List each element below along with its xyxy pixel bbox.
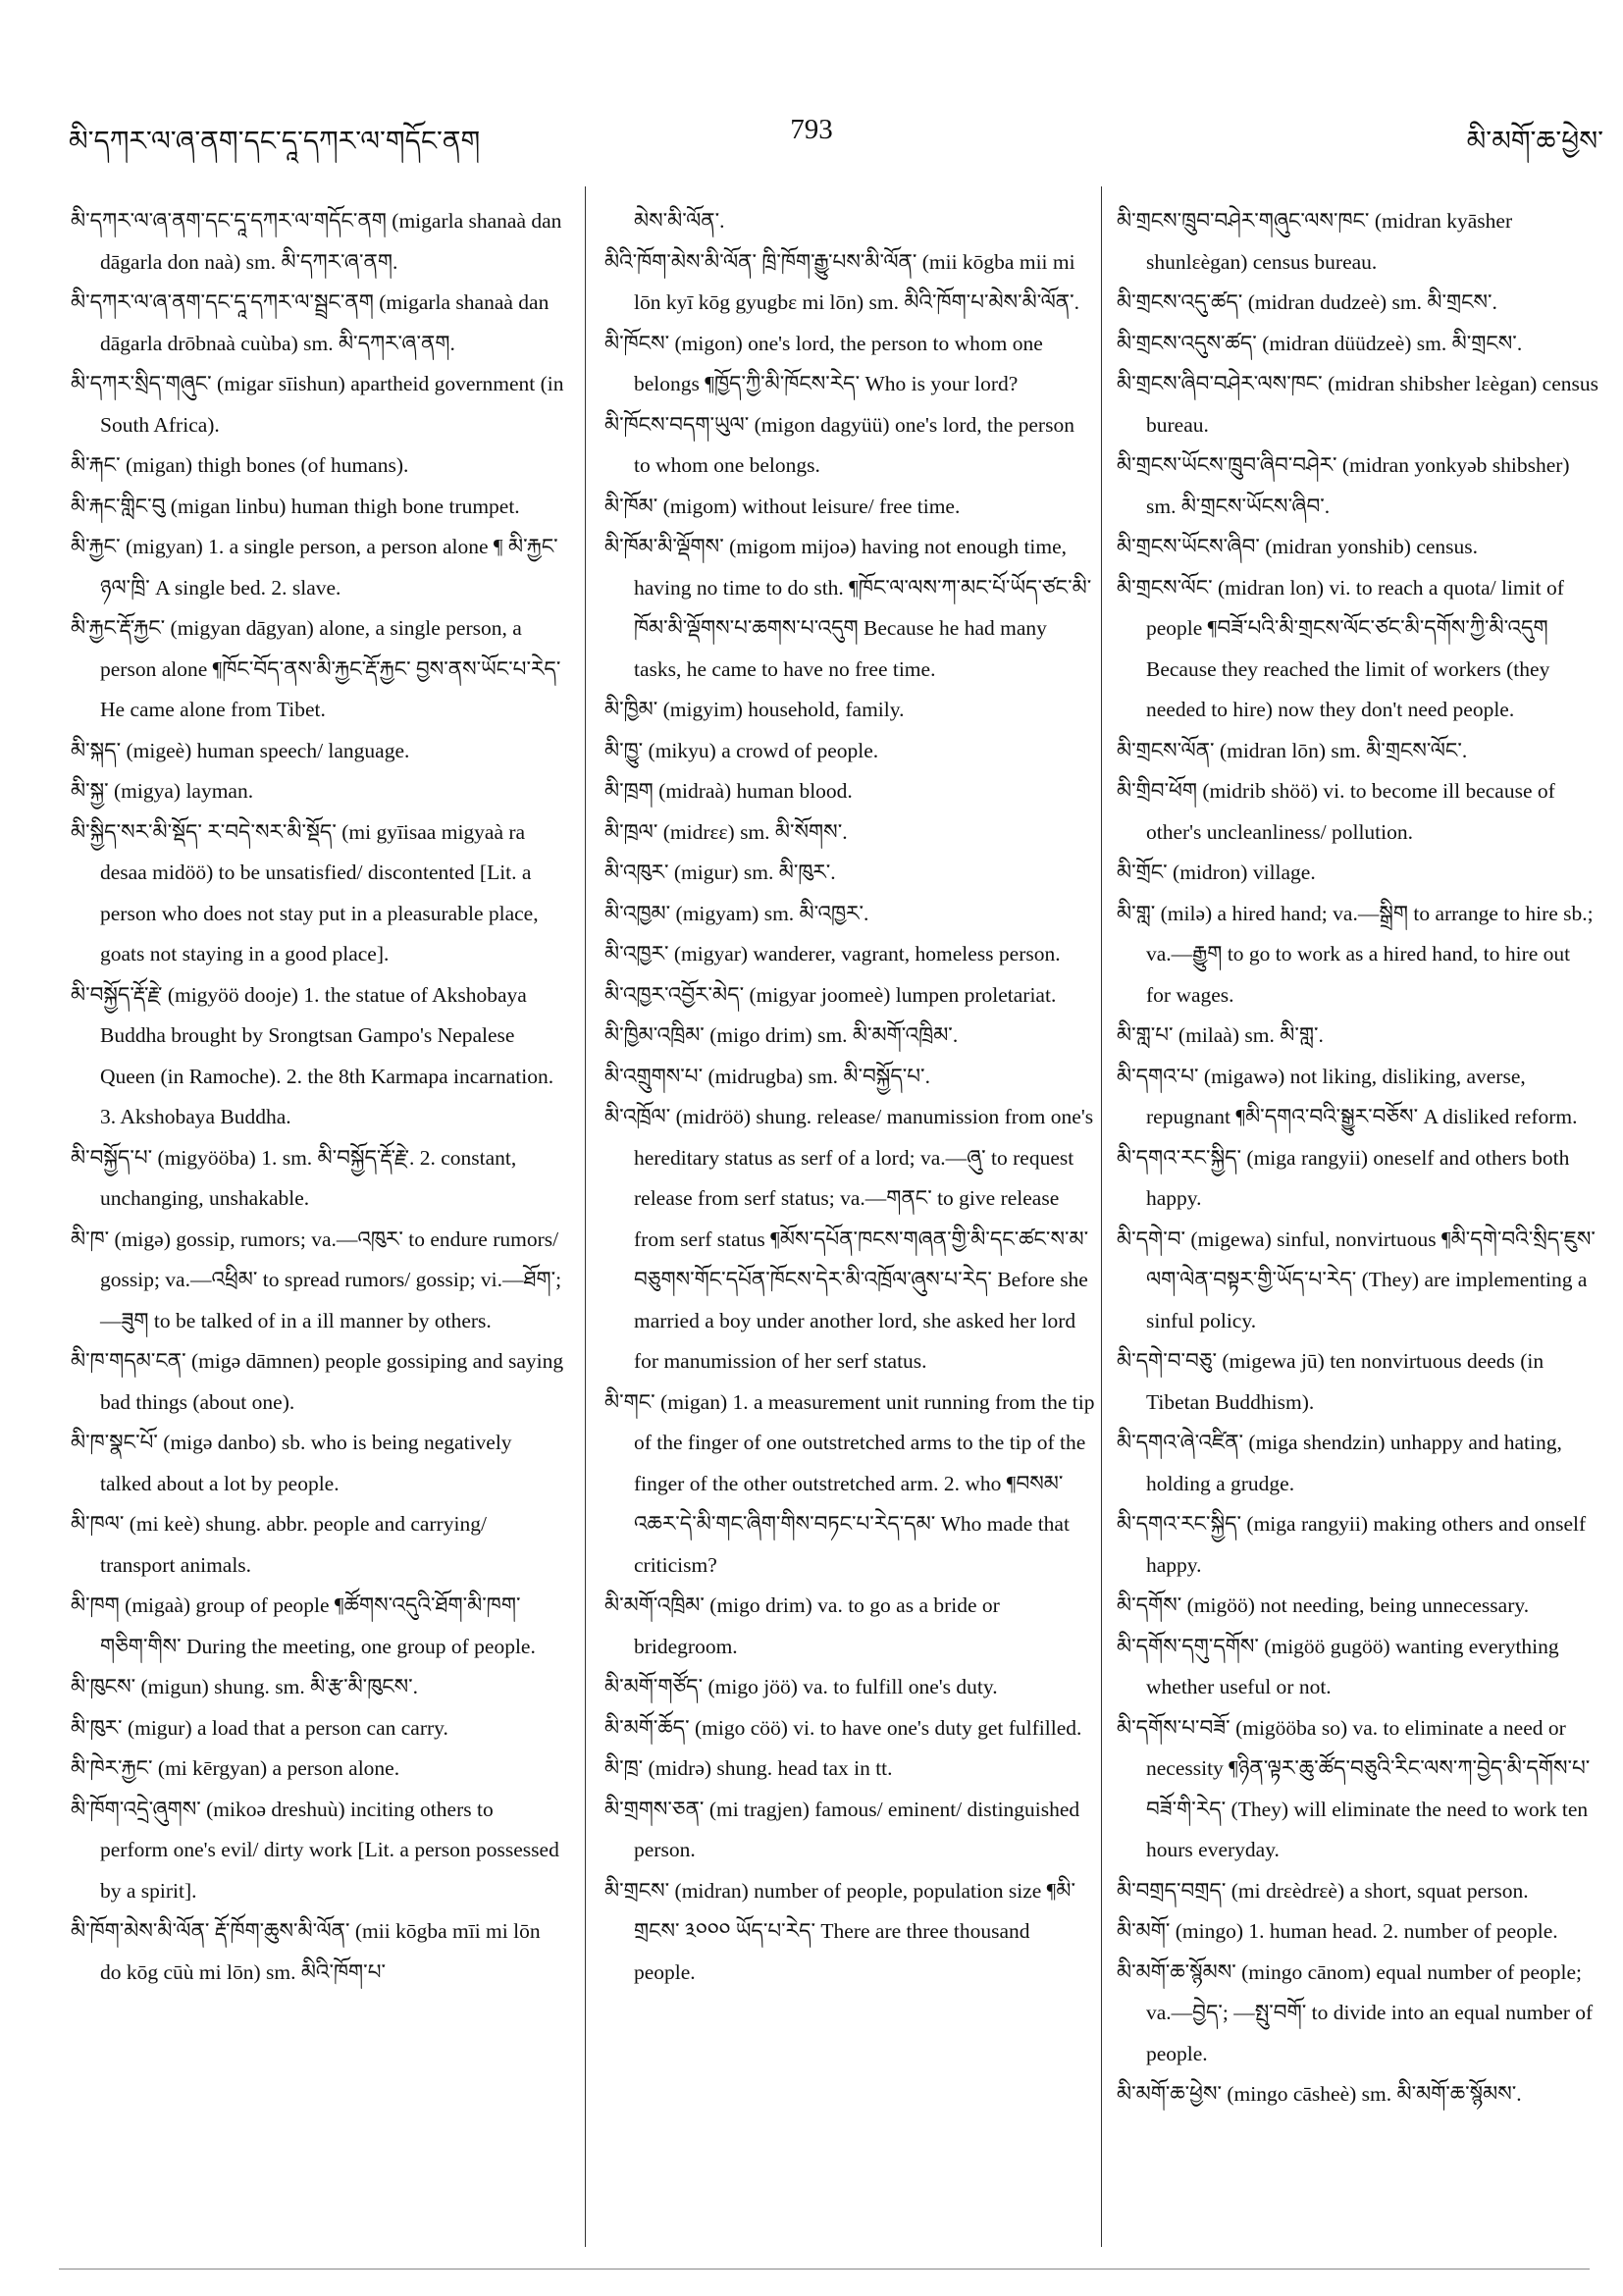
dictionary-entry: མི་དགེ་བ་བཅུ་ (migewa jū) ten nonvirtuous deeds (in Tibetan Buddhism). xyxy=(1117,1349,1544,1414)
dictionary-entry: མི་ཁྱུ་ (mikyu) a crowd of people. xyxy=(604,738,879,762)
dictionary-entry: མི་གྲངས་ཞིབ་བཤེར་ལས་ཁང་ (midran shibsher lɛègan) census bureau. xyxy=(1117,372,1598,437)
dictionary-entry: མི་གྲངས་ཡོངས་ཁྲུབ་ཞིབ་བཤེར་ (midran yonkyəb shibsher) sm. མི་གྲངས་ཡོངས་ཞིབ་. xyxy=(1117,453,1570,518)
dictionary-entry: མི་ཁུར་ (migur) a load that a person can carry. xyxy=(71,1715,448,1740)
dictionary-entry: མི་མགོ་འཁྲིམ་ (migo drim) va. to go as a bride or bridegroom. xyxy=(604,1593,1000,1658)
dictionary-entry: མི་གྲངས་ལོང་ (midran lon) vi. to reach a quota/ limit of people ¶བཟོ་པའི་མི་གྲངས་ལོང་ཙང་མི་དགོས་ཀྱི་མི་འདུག Because they reached the limit of workers (they needed to hire) now they don't need people. xyxy=(1117,575,1564,721)
dictionary-entry: མི་དཀར་ལ་ཞ་ནག་དང་དཱ་དཀར་ལ་གདོང་ནག (migarla shanaà dan dāgarla don naà) sm. མི་དཀར་ཞ་ནག. xyxy=(71,209,562,274)
dictionary-entry: མི་དགེ་བ་ (migewa) sinful, nonvirtuous ¶མི་དགེ་བའི་སྲིད་ཇུས་ལག་ལེན་བསྟར་གྱི་ཡོད་པ་རེད་ (They) are implementing a sinful policy. xyxy=(1117,1226,1596,1332)
dictionary-entry: མི་དགའ་རང་སྐྱིད་ (miga rangyii) oneself and others both happy. xyxy=(1117,1145,1570,1210)
dictionary-entry: མི་འགྲུགས་པ་ (midrugba) sm. མི་བསྐྱོད་པ་. xyxy=(604,1064,930,1088)
dictionary-entry: མི་ཁུངས་ (migun) shung. sm. མི་རྩ་མི་ཁུངས་. xyxy=(71,1675,419,1698)
column-1 xyxy=(71,201,566,1993)
dictionary-entry: མི་ཁོངས་བདག་ཡུལ་ (migon dagyüü) one's lord, the person to whom one belongs. xyxy=(604,412,1074,477)
dictionary-entry: མི་བགྲད་བགྲད་ (mi drɛèdrɛè) a short, squat person. xyxy=(1117,1878,1529,1903)
page-bottom-rule xyxy=(59,2269,1590,2270)
column-2 xyxy=(604,201,1095,1993)
dictionary-entry: མི་ཁོམ་ (migom) without leisure/ free time. xyxy=(604,494,961,518)
dictionary-entry: མི་དགོས་པ་བཟོ་ (migööba so) va. to eliminate a need or necessity ¶ཉིན་ལྟར་ཆུ་ཚོད་བཅུའི་རིང་ལས་ཀ་བྱེད་མི་དགོས་པ་བཟོ་གི་རེད་ (They) will eliminate the need to work ten hours everyday. xyxy=(1117,1715,1591,1861)
dictionary-entry: མི་མགོ་ཆ་སྙོམས་ (mingo cānom) equal number of people; va.—བྱེད་; —སྤུ་བགོ་ to divide into an equal number of people. xyxy=(1117,1959,1594,2065)
dictionary-entry: མི་ཁལ་ (mi keè) shung. abbr. people and carrying/ transport animals. xyxy=(71,1512,487,1577)
dictionary-entry: མི་ཁྱིམ་ (migyim) household, family. xyxy=(604,698,905,721)
dictionary-entry: མི་ཁོག་འདྲེ་ཞུགས་ (mikoə dreshuù) inciting others to perform one's evil/ dirty work [Lit. a person possessed by a spirit]. xyxy=(71,1797,559,1903)
dictionary-entry: མི་དགོས་དགུ་དགོས་ (migöö gugöö) wanting everything whether useful or not. xyxy=(1117,1634,1559,1698)
dictionary-entry: མི་གང་ (migan) 1. a measurement unit running from the tip of the finger of one outstretched arms to the tip of the finger of the other outstretched arm. 2. who ¶བསམ་འཆར་དེ་མི་གང་ཞིག་གིས་བཏང་པ་རེད་དམ་ Who made that criticism? xyxy=(604,1389,1095,1577)
dictionary-entry: མི་གྲངས་ (midran) number of people, population size ¶མི་གྲངས་ ༣༠༠༠ ཡོད་པ་རེད་ There are three thousand people. xyxy=(604,1878,1076,1984)
dictionary-entry: མི་ཁོག་མེས་མི་ལོན་ རྡོ་ཁོག་ཆུས་མི་ལོན་ (mii kōgba mīi mi lōn do kōg cūù mi lōn) sm. མིའི་ཁོག་པ་ xyxy=(71,1919,541,1984)
dictionary-entry: མི་དཀར་ལ་ཞ་ནག་དང་དཱ་དཀར་ལ་སྦྲང་ནག (migarla shanaà dan dāgarla drōbnaà cuùba) sm. མི་དཀར་ཞ་ནག. xyxy=(71,290,550,355)
dictionary-entry: མི་ཁོངས་ (migon) one's lord, the person to whom one belongs ¶ཁྱོད་ཀྱི་མི་ཁོངས་རེད་ Who is your lord? xyxy=(604,331,1043,395)
dictionary-entry: མི་གྲིབ་ཕོག (midrib shöö) vi. to become ill because of other's uncleanliness/ pollution. xyxy=(1117,779,1555,844)
dictionary-entry: མི་སྐྱིད་སར་མི་སྡོད་ ར་བདེ་སར་མི་སྡོད་ (mi gyīisaa migyaà ra desaa midöö) to be unsatisfied/ discontented [Lit. a person who does not stay put in a pleasurable place, goats not staying in a good place]. xyxy=(71,819,539,965)
dictionary-entry: མི་རྐྱང་རྡོ་རྐྱང་ (migyan dāgyan) alone, a single person, a person alone ¶ཁོང་བོད་ནས་མི་རྐྱང་རྡོ་རྐྱང་ བྱས་ནས་ཡོང་པ་རེད་ He came alone from Tibet. xyxy=(71,616,561,721)
dictionary-entry: མི་གྲངས་ཡོངས་ཞིབ་ (midran yonshib) census. xyxy=(1117,535,1479,558)
column-divider xyxy=(585,186,586,2247)
dictionary-entry: མི་ཁག (migaà) group of people ¶ཚོགས་འདུའི་ཐོག་མི་ཁག་གཅིག་གིས་ During the meeting, one group of people. xyxy=(71,1593,536,1658)
dictionary-entry: མི་ཁ་ (migə) gossip, rumors; va.—འཁུར་ to endure rumors/ gossip; va.—འཕྲིམ་ to spread rumors/ gossip; vi.—ཐོག་; —ཟུག to be talked of in a ill manner by others. xyxy=(71,1226,562,1332)
dictionary-entry: མི་འཁྱམ་ (migyam) sm. མི་འཁྱར་. xyxy=(604,901,869,925)
dictionary-entry: མི་གླ་པ་ (milaà) sm. མི་གླ་. xyxy=(1117,1023,1324,1047)
dictionary-entry: མི་འཁུར་ (migur) sm. མི་ཁུར་. xyxy=(604,861,836,884)
dictionary-entry-continuation: མེས་མི་ལོན་. xyxy=(634,209,725,233)
dictionary-entry: མི་སྐད་ (migeè) human speech/ language. xyxy=(71,738,410,762)
dictionary-entry: མི་དགའ་པ་ (migawə) not liking, disliking, averse, repugnant ¶མི་དགའ་བའི་སྒྱུར་བཅོས་ A disliked reform. xyxy=(1117,1064,1578,1128)
dictionary-entry: མི་རྐང་ (migan) thigh bones (of humans). xyxy=(71,453,409,477)
column-3 xyxy=(1117,201,1599,2115)
dictionary-entry: མི་དཀར་སྲིད་གཞུང་ (migar sīishun) apartheid government (in South Africa). xyxy=(71,372,564,437)
running-head-right: མི་མགོ་ཆ་ཕྱེས་ xyxy=(1466,127,1603,157)
dictionary-entry: མི་དགའ་ཞེ་འཛིན་ (miga shendzin) unhappy and hating, holding a grudge. xyxy=(1117,1431,1562,1495)
dictionary-entry: མི་གླ་ (milə) a hired hand; va.—སྒྲིག to arrange to hire sb.; va.—རྒྱུག to go to work as a hired hand, to hire out for wages. xyxy=(1117,901,1594,1007)
dictionary-entry: མི་ཁ་གདམ་ངན་ (migə dāmnen) people gossiping and saying bad things (about one). xyxy=(71,1349,564,1414)
dictionary-entry: མི་བསྐྱོད་པ་ (migyööba) 1. sm. མི་བསྐྱོད་རྡོ་རྗེ་. 2. constant, unchanging, unshakable. xyxy=(71,1145,517,1210)
dictionary-entry: མི་རྐང་གླིང་བུ (migan linbu) human thigh bone trumpet. xyxy=(71,494,520,518)
column-divider xyxy=(1101,186,1102,2247)
dictionary-entry: མི་མགོ་གཙོད་ (migo jöö) va. to fulfill one's duty. xyxy=(604,1675,998,1698)
dictionary-entry: མི་འཁྱར་འབྱོར་མེད་ (migyar joomeè) lumpen proletariat. xyxy=(604,982,1057,1007)
dictionary-entry: མི་འཁྱར་ (migyar) wanderer, vagrant, homeless person. xyxy=(604,942,1061,965)
dictionary-entry: མི་ཁོམ་མི་ལྡོགས་ (migom mijoə) having not enough time, having no time to do sth. ¶ཁོང་ལ་ལས་ཀ་མང་པོ་ཡོད་ཙང་མི་ཁོམ་མི་ལྡོགས་པ་ཆགས་པ་འདུག Because he had many tasks, he came to have no free time. xyxy=(604,535,1092,681)
dictionary-entry: མི་མགོ་ཆོད་ (migo cöö) vi. to have one's duty get fulfilled. xyxy=(604,1715,1082,1740)
dictionary-entry: མི་མགོ་ (mingo) 1. human head. 2. number of people. xyxy=(1117,1919,1558,1943)
dictionary-entry: མི་ཁྲ་ (midrə) shung. head tax in tt. xyxy=(604,1756,893,1780)
dictionary-entry: མི་གྲངས་འདུས་ཚད་ (midran düüdzeè) sm. མི་གྲངས་. xyxy=(1117,331,1523,355)
dictionary-entry: མི་གྲོང་ (midron) village. xyxy=(1117,861,1316,884)
dictionary-entry: མིའི་ཁོག་མེས་མི་ལོན་ ཁྲི་ཁོག་རྒྱུ་པས་མི་ལོན་ (mii kōgba mii mi lōn kyī kōg gyugbɛ mi lōn) sm. མིའི་ཁོག་པ་མེས་མི་ལོན་. xyxy=(604,249,1080,314)
dictionary-entry: མི་མགོ་ཆ་ཕྱེས་ (mingo cāsheè) sm. མི་མགོ་ཆ་སྙོམས་. xyxy=(1117,2082,1522,2106)
dictionary-entry: མི་ཁ་སྣང་པོ་ (migə danbo) sb. who is being negatively talked about a lot by people. xyxy=(71,1431,512,1495)
page-number: 793 xyxy=(790,114,833,145)
dictionary-entry: མི་གྲངས་ཁྲུབ་བཤེར་གཞུང་ལས་ཁང་ (midran kyāsher shunlɛègan) census bureau. xyxy=(1117,209,1513,274)
dictionary-entry: མི་གྲངས་འདུ་ཚད་ (midran dudzeè) sm. མི་གྲངས་. xyxy=(1117,290,1497,314)
dictionary-entry: མི་སྐྱ་ (migya) layman. xyxy=(71,779,254,803)
running-head-left: མི་དཀར་ལ་ཞ་ནག་དང་དཱ་དཀར་ལ་གདོང་ནག xyxy=(69,127,481,157)
dictionary-entry: མི་ཁྱིམ་འཁྲིམ་ (migo drim) sm. མི་མགོ་འཁྲིམ་. xyxy=(604,1023,959,1047)
dictionary-entry: མི་འཁྲོལ་ (midröö) shung. release/ manumission from one's hereditary status as serf of a lord; va.—ཞུ་ to request release from serf status; va.—གནང་ to give release from serf status ¶མོས་དཔོན་ཁངས་གཞན་གྱི་མི་དང་ཚང་ས་མ་བཅུགས་གོང་དཔོན་ཁོངས་དེར་མི་འཁྲོལ་ཞུས་པ་རེད་ Before she married a boy under another lord, she asked her lord for manumission of her serf status. xyxy=(604,1105,1094,1373)
dictionary-entry: མི་གྲངས་ལོན་ (midran lōn) sm. མི་གྲངས་ལོང་. xyxy=(1117,738,1468,762)
dictionary-entry: མི་བསྐྱོད་རྡོ་རྗེ་ (migyöö dooje) 1. the statue of Akshobaya Buddha brought by Srongtsan Gampo's Nepalese Queen (in Ramoche). 2. the 8th Karmapa incarnation. 3. Akshobaya Buddha. xyxy=(71,982,554,1128)
dictionary-entry: མི་ཁྲལ་ (midrɛɛ) sm. མི་སོགས་. xyxy=(604,819,848,844)
dictionary-entry: མི་དགའ་རང་སྐྱིད་ (miga rangyii) making others and onself happy. xyxy=(1117,1512,1587,1577)
dictionary-entry: མི་ཁྲག (midraà) human blood. xyxy=(604,779,853,803)
dictionary-entry: མི་དགོས་ (migöö) not needing, being unnecessary. xyxy=(1117,1593,1530,1617)
dictionary-entry: མི་གྲགས་ཅན་ (mi tragjen) famous/ eminent/ distinguished person. xyxy=(604,1797,1080,1861)
dictionary-entry: མི་རྐྱང་ (migyan) 1. a single person, a person alone ¶ མི་རྐྱང་ཉལ་ཁྲི་ A single bed. 2. slave. xyxy=(71,535,558,600)
dictionary-entry: མི་ཁེར་རྐྱང་ (mi kērgyan) a person alone. xyxy=(71,1756,400,1780)
